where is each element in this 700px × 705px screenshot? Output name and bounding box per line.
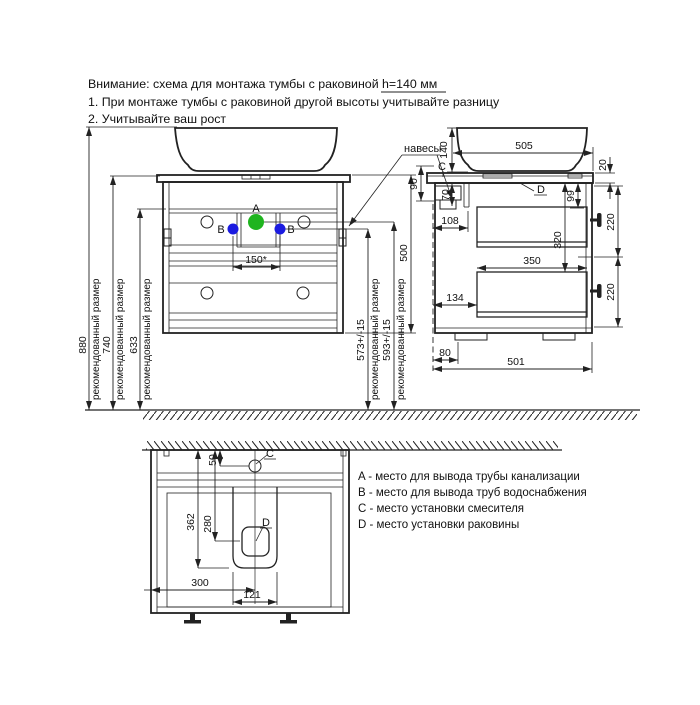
svg-text:рекомендованный размер: рекомендованный размер xyxy=(370,278,381,400)
svg-text:633: 633 xyxy=(128,336,140,354)
foot-back xyxy=(455,333,487,340)
svg-text:108: 108 xyxy=(441,215,459,227)
svg-text:300: 300 xyxy=(191,577,209,589)
floor-line xyxy=(85,410,640,420)
svg-text:C: C xyxy=(266,448,274,460)
note-line1-underlined: h=140 мм xyxy=(382,77,438,91)
dim-center-300 xyxy=(144,577,255,590)
countertop-front xyxy=(157,175,350,182)
svg-text:D: D xyxy=(262,517,270,529)
dim-inner-320 xyxy=(552,183,565,272)
front-view xyxy=(77,127,452,410)
legend-item-a: A - место для вывода трубы канализации xyxy=(358,471,580,483)
svg-text:99: 99 xyxy=(565,190,577,202)
dim-hanger-633 xyxy=(128,209,166,410)
label-a: A xyxy=(252,203,260,215)
svg-text:134: 134 xyxy=(446,292,464,304)
cabinet-side xyxy=(435,183,592,333)
svg-text:рекомендованный размер: рекомендованный размер xyxy=(142,278,153,400)
back-hole-left xyxy=(201,216,213,228)
svg-text:362: 362 xyxy=(185,513,197,531)
svg-text:220: 220 xyxy=(605,283,617,301)
svg-text:121: 121 xyxy=(243,589,261,601)
svg-text:140: 140 xyxy=(438,141,450,159)
d-callout-side xyxy=(520,183,547,196)
legend-item-c: C - место установки смесителя xyxy=(358,503,525,515)
svg-text:880: 880 xyxy=(77,336,89,354)
svg-text:70: 70 xyxy=(440,189,452,201)
svg-text:573+/-15: 573+/-15 xyxy=(355,319,367,361)
dim-hanger-108 xyxy=(433,211,468,232)
dim-depth-501 xyxy=(433,342,592,373)
svg-text:593+/-15: 593+/-15 xyxy=(381,319,393,361)
svg-text:505: 505 xyxy=(515,140,533,152)
svg-text:500: 500 xyxy=(398,244,410,262)
dim-hanger-70 xyxy=(440,184,452,206)
svg-text:740: 740 xyxy=(101,336,113,354)
svg-text:20: 20 xyxy=(597,159,609,171)
svg-text:501: 501 xyxy=(507,356,525,368)
drawer-hole-right xyxy=(297,287,309,299)
legend-item-b: B - место для вывода труб водоснабжения xyxy=(358,487,587,499)
svg-text:навесы: навесы xyxy=(404,143,442,155)
legend-item-d: D - место установки раковины xyxy=(358,519,520,531)
svg-text:150*: 150* xyxy=(245,254,267,266)
svg-text:50: 50 xyxy=(207,454,219,466)
svg-text:80: 80 xyxy=(439,347,451,359)
title-notes xyxy=(88,77,500,126)
label-b-left: B xyxy=(217,224,225,236)
note-line1: Внимание: схема для монтажа тумбы с раковиной xyxy=(88,77,379,91)
svg-text:350: 350 xyxy=(523,255,541,267)
svg-text:D: D xyxy=(537,184,545,196)
drain-point-a xyxy=(248,214,264,230)
svg-text:280: 280 xyxy=(202,515,214,533)
sink-front xyxy=(175,128,337,171)
legend xyxy=(358,471,587,531)
label-b-right: B xyxy=(287,224,295,236)
drawer-hole-left xyxy=(201,287,213,299)
dim-b-floor-573 xyxy=(355,229,381,410)
cabinet-side-linework xyxy=(435,183,592,333)
dim-foot-80 xyxy=(433,342,458,364)
foot-front xyxy=(543,333,575,340)
sink-drain-area-d xyxy=(242,527,269,556)
label-c-side: C xyxy=(438,161,446,173)
note-line3: 2. Учитывайте ваш рост xyxy=(88,112,227,126)
note-line2: 1. При монтаже тумбы с раковиной другой высоты учитывайте разницу xyxy=(88,95,500,109)
svg-text:320: 320 xyxy=(552,231,564,249)
wall-hatch xyxy=(146,441,558,450)
dim-under-top-99 xyxy=(565,183,584,208)
mixer-marker-c xyxy=(249,448,276,472)
svg-text:рекомендованный размер: рекомендованный размер xyxy=(396,278,407,400)
dim-countertop-20 xyxy=(595,157,615,199)
dim-drain-362 xyxy=(185,450,229,568)
svg-text:220: 220 xyxy=(605,213,617,231)
side-view xyxy=(408,128,623,373)
svg-text:90: 90 xyxy=(408,178,420,190)
svg-text:рекомендованный размер: рекомендованный размер xyxy=(115,278,126,400)
dim-overall-880 xyxy=(77,127,177,410)
dim-mixer-50 xyxy=(207,450,249,466)
bottom-view xyxy=(142,441,562,624)
dim-top-505 xyxy=(453,140,593,171)
dim-drawer-350 xyxy=(477,255,587,268)
hanger-bracket-left xyxy=(164,229,171,246)
floor-hatch xyxy=(143,411,637,420)
dim-back-134 xyxy=(433,292,477,305)
water-point-b-right xyxy=(275,224,286,235)
hangers-callout xyxy=(349,143,452,226)
water-point-b-left xyxy=(228,224,239,235)
svg-text:рекомендованный размер: рекомендованный размер xyxy=(91,278,102,400)
feet-bottom-view xyxy=(184,613,297,624)
